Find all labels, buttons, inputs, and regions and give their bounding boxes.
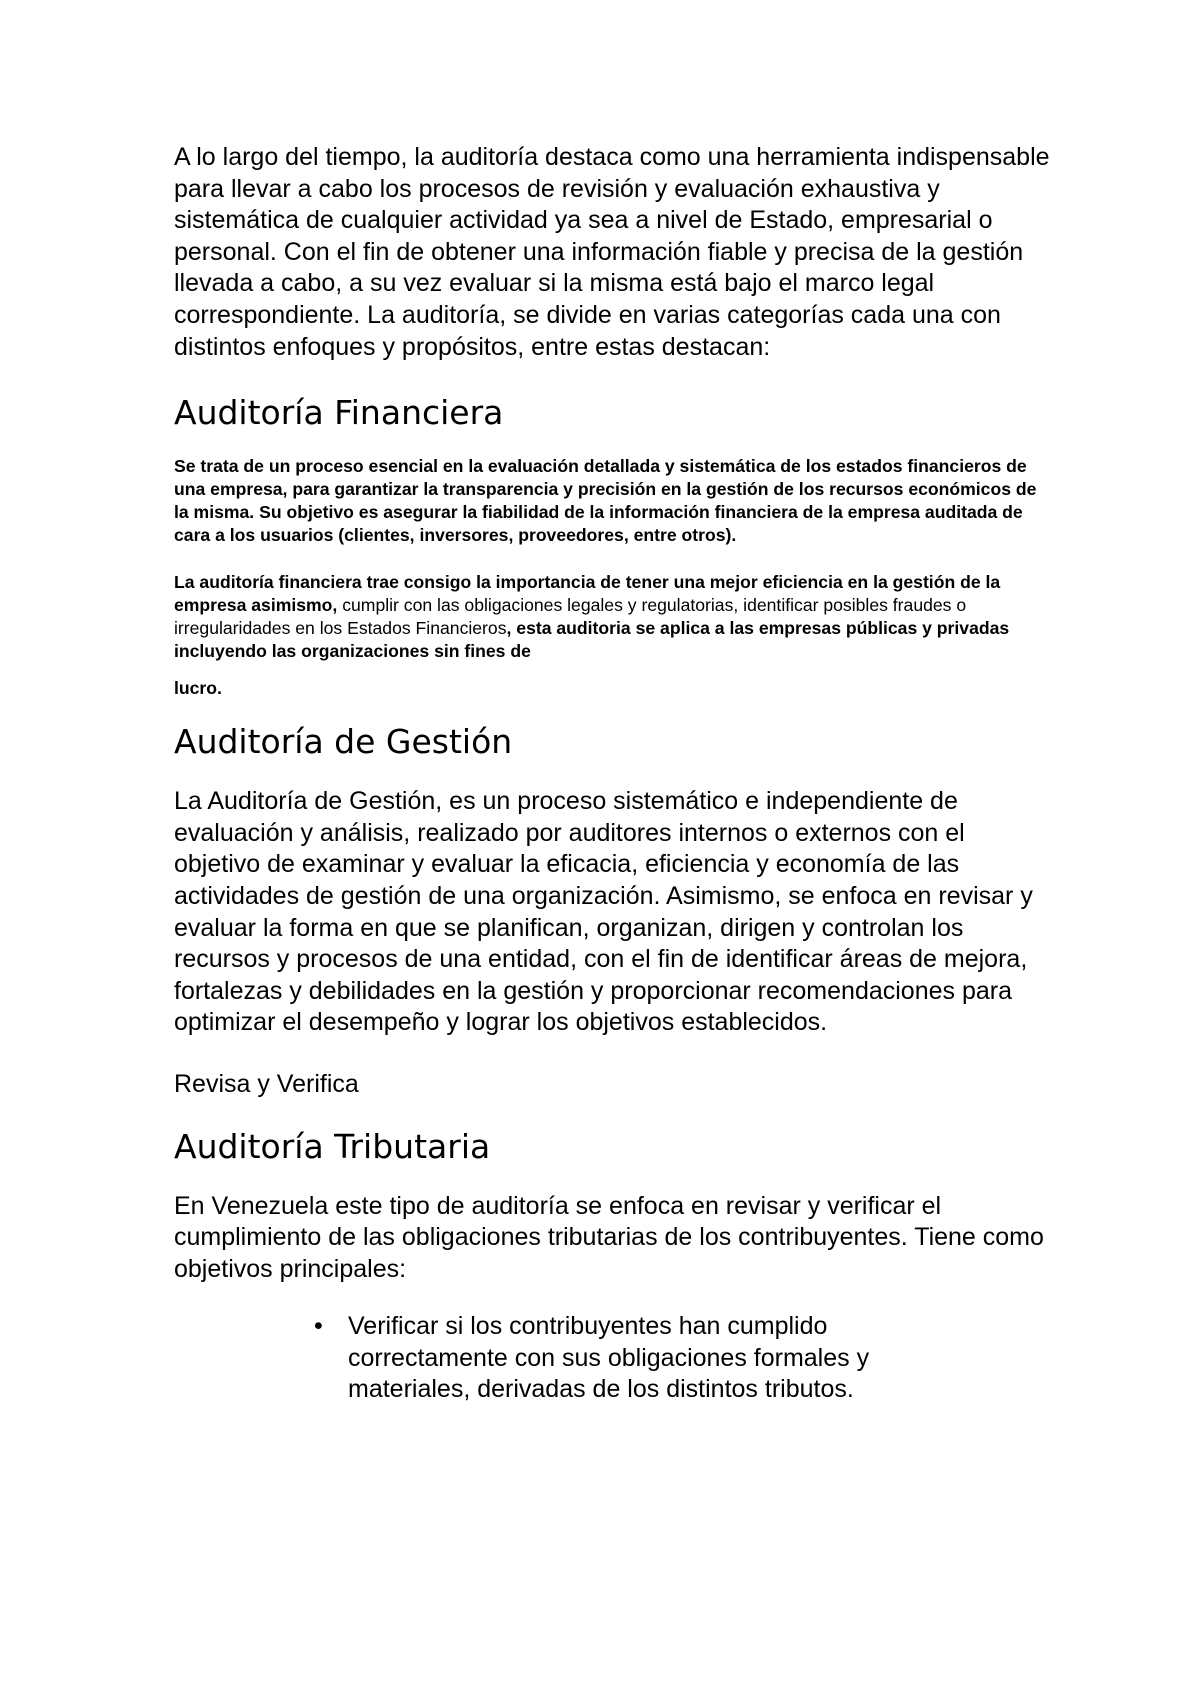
gestion-paragraph: La Auditoría de Gestión, es un proceso sistemático e independiente de evaluación y análisis, realizado por auditores internos o externos con el objetivo de examinar y evaluar la eficacia, eficiencia y economía de las actividades de gestión de una organización. Asimismo, se enfoca en revisar y evaluar la forma en que se planifican, organizan, dirigen y controlan los recursos y procesos de una entidad, con el fin de identificar áreas de mejora, fortalezas y debilidades en la gestión y proporcionar recomendaciones para optimizar el desempeño y lograr los objetivos establecidos. [174, 787, 1033, 1037]
gestion-note: Revisa y Verifica [174, 1069, 359, 1098]
tributaria-paragraph: En Venezuela este tipo de auditoría se enfoca en revisar y verificar el cumplimiento de las obligaciones tributarias de los contribuyentes. Tiene como objetivos principales: [174, 1191, 1044, 1283]
heading-auditoria-financiera: Auditoría Financiera [174, 393, 504, 433]
heading-auditoria-gestion: Auditoría de Gestión [174, 722, 513, 762]
document-page [174, 142, 1054, 1406]
intro-paragraph: A lo largo del tiempo, la auditoría destaca como una herramienta indispensable para llevar a cabo los procesos de revisión y evaluación exhaustiva y sistemática de cualquier actividad ya sea a nivel de Estado, empresarial o personal. Con el fin de obtener una información fiable y precisa de la gestión llevada a cabo, a su vez evaluar si la misma está bajo el marco legal correspondiente. La auditoría, se divide en varias categorías cada una con distintos enfoques y propósitos, entre estas destacan: [174, 143, 1050, 361]
financiera-paragraph-2 [174, 571, 1054, 700]
tributaria-objectives-list [174, 1311, 1054, 1406]
list-item-text: Verificar si los contribuyentes han cumplido correctamente con sus obligaciones formales y materiales, derivadas de los distintos tributos. [348, 1312, 870, 1404]
list-item [314, 1311, 948, 1406]
financiera-p2-bold-end: , esta auditoria se aplica a las empresas públicas y privadas incluyendo las organizaciones sin fines de [174, 618, 1010, 662]
heading-auditoria-tributaria: Auditoría Tributaria [174, 1126, 491, 1166]
financiera-p2-normal: cumplir con las obligaciones legales y regulatorias, identificar posibles fraudes o irregularidades en los Estados Financieros [174, 595, 967, 639]
financiera-p2-last-line: lucro. [174, 678, 222, 699]
financiera-p2-bold-start: La auditoría financiera trae consigo la importancia de tener una mejor eficiencia en la gestión de la empresa asimismo, [174, 572, 1001, 616]
financiera-paragraph-1: Se trata de un proceso esencial en la evaluación detallada y sistemática de los estados financieros de una empresa, para garantizar la transparencia y precisión en la gestión de los recursos económicos de la misma. Su objetivo es asegurar la fiabilidad de la información financiera de la empresa auditada de cara a los usuarios (clientes, inversores, proveedores, entre otros). [174, 456, 1037, 546]
bullet-icon: • [314, 1312, 323, 1341]
